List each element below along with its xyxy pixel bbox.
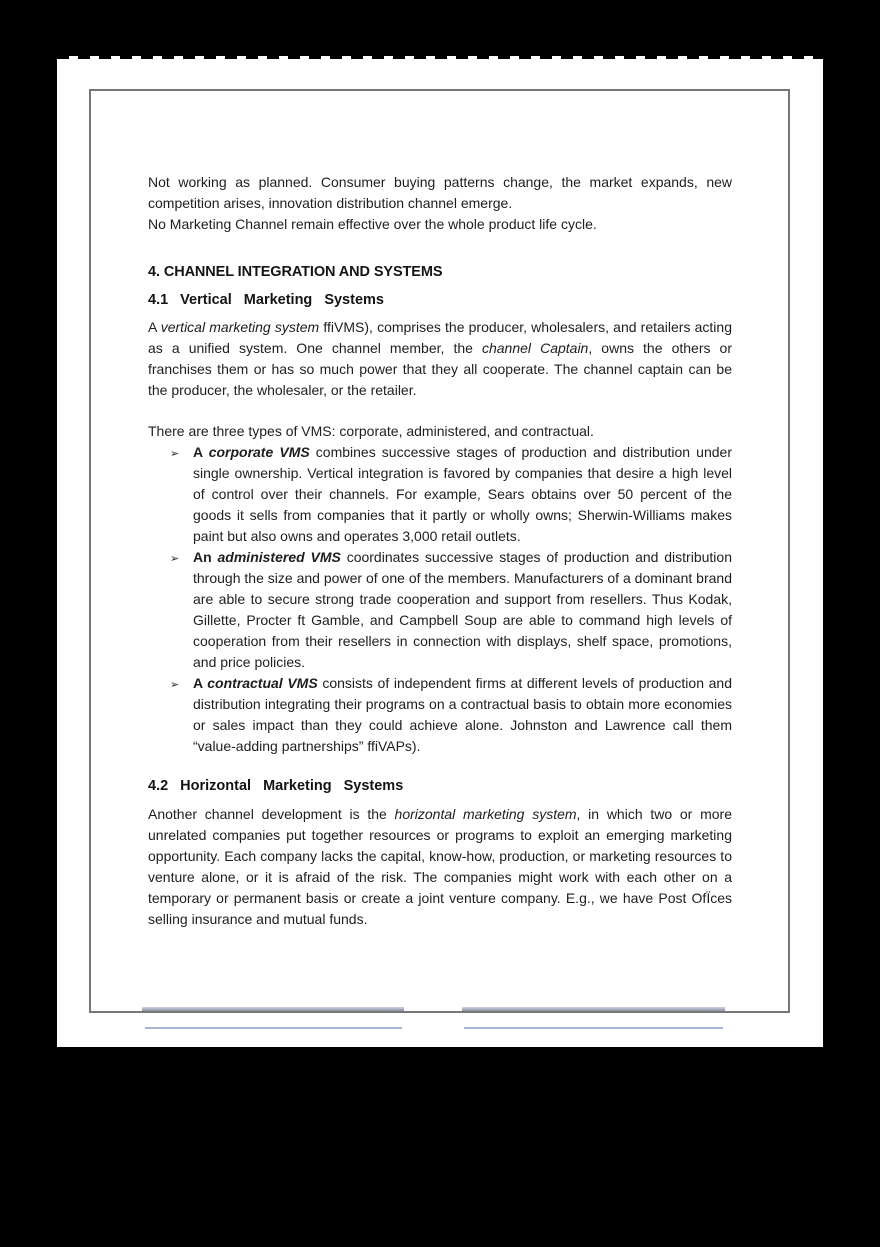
arrow-bullet-icon: ➢ <box>170 678 180 691</box>
paragraph-horizontal-marketing-system: Another channel development is the horizontal marketing system, in which two or more unrelated companies put together resources or programs to exploit an emerging marketing opportunity. Each company lacks the capital, know-how, production, or marketing resources to venture alone, or it is afraid of the risk. The companies might work with each other on a temporary or permanent basis or create a joint venture company. E.g., we have Post OfÏces selling insurance and mutual funds. <box>148 806 732 927</box>
footer-separator-thin-right <box>464 1027 723 1029</box>
arrow-bullet-icon: ➢ <box>170 552 180 565</box>
footer-separator-thick-right <box>462 1007 725 1011</box>
list-item-contractual-vms <box>148 673 732 757</box>
vms-type-list <box>148 442 732 757</box>
list-item-corporate-vms <box>148 442 732 547</box>
document-page <box>57 56 823 1047</box>
list-item-administered-vms <box>148 547 732 673</box>
heading-channel-integration: 4. CHANNEL INTEGRATION AND SYSTEMS <box>148 264 443 280</box>
list-item-text: A contractual VMS consists of independent firms at different levels of production and distribution integrating their programs on a contractual basis to obtain more economies or sales impact than they could achieve alone. Johnston and Lawrence call them “value-adding partnerships” ffiVAPs). <box>193 675 732 754</box>
paragraph-vertical-marketing-system: A vertical marketing system ffiVMS), comprises the producer, wholesalers, and retailers acting as a unified system. One channel member, the channel Captain, owns the others or franchises them or has so much power that they all cooperate. The channel captain can be the producer, the wholesaler, or the retailer. <box>148 319 732 398</box>
paragraph-no-marketing-channel: No Marketing Channel remain effective over the whole product life cycle. <box>148 216 597 232</box>
footer-separator-thick-left <box>142 1007 404 1011</box>
page-top-edge-dashes <box>57 56 823 59</box>
arrow-bullet-icon: ➢ <box>170 447 180 460</box>
heading-horizontal-marketing-systems: 4.2 Horizontal Marketing Systems <box>148 778 404 794</box>
paragraph-not-working: Not working as planned. Consumer buying patterns change, the market expands, new competition arises, innovation distribution channel emerge. <box>148 174 732 211</box>
paragraph-three-types-of-vms: There are three types of VMS: corporate, administered, and contractual. <box>148 423 594 439</box>
footer-separator-thin-left <box>145 1027 402 1029</box>
list-item-text: An administered VMS coordinates successive stages of production and distribution through the size and power of one of the members. Manufacturers of a dominant brand are able to secure strong trade cooperation and support from resellers. Thus Kodak, Gillette, Procter ft Gamble, and Campbell Soup are able to command high levels of cooperation from their resellers in connection with displays, shelf space, promotions, and price policies. <box>193 549 732 670</box>
heading-vertical-marketing-systems: 4.1 Vertical Marketing Systems <box>148 292 384 308</box>
page-content <box>148 172 732 930</box>
list-item-text: A corporate VMS combines successive stages of production and distribution under single ownership. Vertical integration is favored by companies that desire a high level of control over their channels. For example, Sears obtains over 50 percent of the goods it sells from companies that it partly or wholly owns; Sherwin-Williams makes paint but also owns and operates 3,000 retail outlets. <box>193 444 732 544</box>
